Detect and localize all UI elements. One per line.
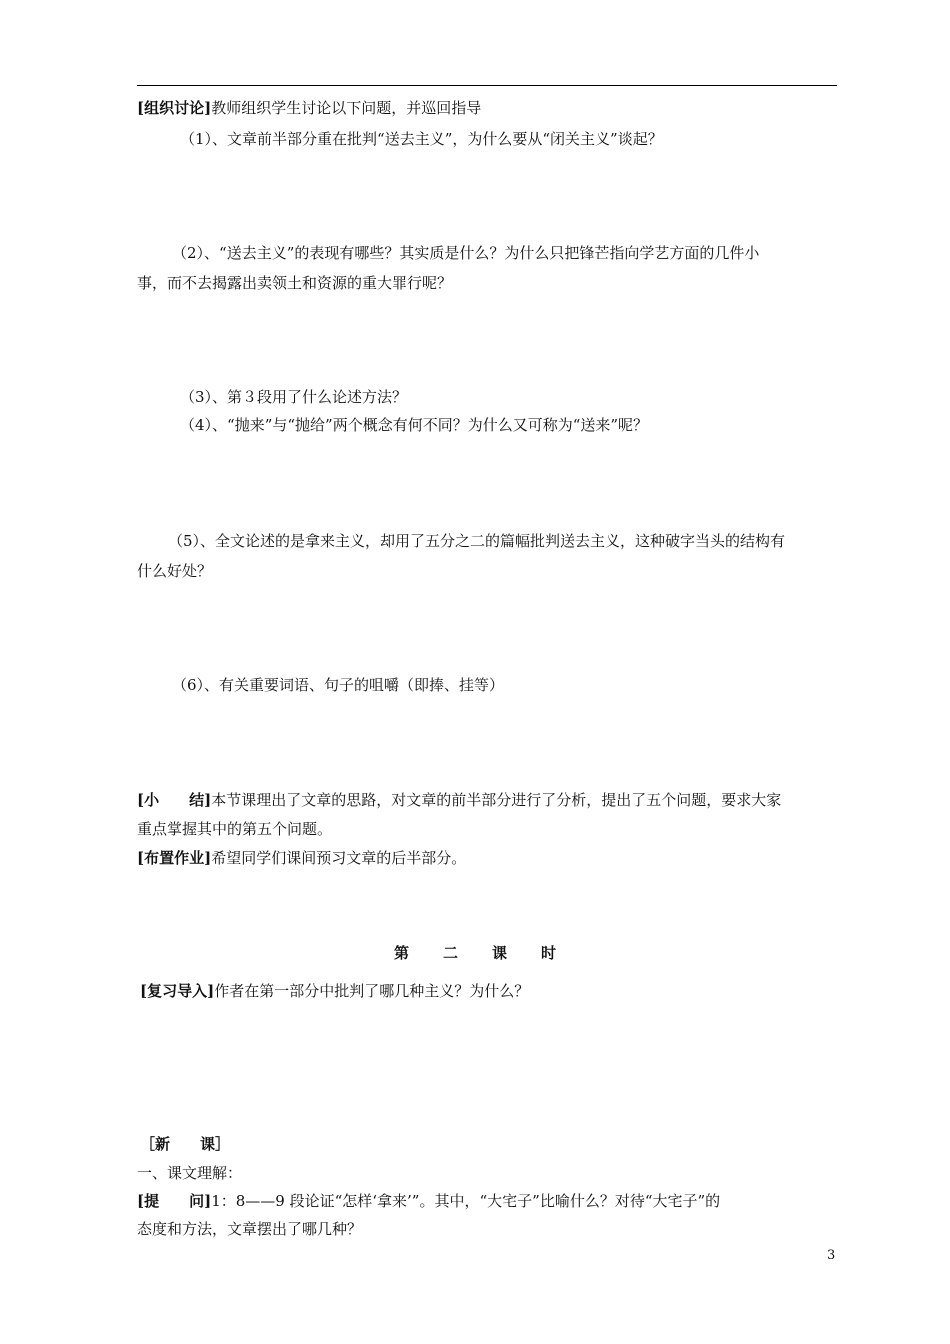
question-5-line-2: 什么好处？ xyxy=(137,562,213,580)
summary-line-2: 重点掌握其中的第五个问题。 xyxy=(137,820,333,838)
homework-text: 希望同学们课间预习文章的后半部分。 xyxy=(211,849,467,867)
ask-line-2: 态度和方法，文章摆出了哪几种？ xyxy=(137,1220,363,1238)
question-6: （6）、有关重要词语、句子的咀嚼（即捧、挂等） xyxy=(172,676,505,694)
summary-line-1 xyxy=(137,790,781,810)
discussion-line xyxy=(137,98,481,118)
question-4: （4）、“抛来”与“抛给”两个概念有何不同？为什么又可称为“送来”呢？ xyxy=(180,416,649,434)
question-1: （1）、文章前半部分重在批判“送去主义”，为什么要从“闭关主义”谈起？ xyxy=(180,130,663,148)
new-lesson-tag: ［新 课］ xyxy=(140,1135,231,1153)
lesson-item-1: 一、课文理解： xyxy=(137,1164,243,1182)
page-number: 3 xyxy=(827,1248,836,1263)
question-2-line-2: 事，而不去揭露出卖领土和资源的重大罪行呢？ xyxy=(137,274,453,292)
discussion-text: 教师组织学生讨论以下问题，并巡回指导 xyxy=(211,99,482,117)
homework-tag: [布置作业] xyxy=(137,849,212,867)
ask-tag: [提 问] xyxy=(137,1192,212,1210)
section-title: 第二课时 xyxy=(393,944,590,962)
homework-line xyxy=(137,848,466,868)
header-rule xyxy=(137,85,837,86)
summary-text: 本节课理出了文章的思路，对文章的前半部分进行了分析，提出了五个问题，要求大家 xyxy=(211,791,782,809)
ask-text: 1：8——9 段论证“怎样‘拿来’”。其中，“大宅子”比喻什么？对待“大宅子”的 xyxy=(211,1192,721,1210)
summary-tag: [小 结] xyxy=(137,791,212,809)
question-3: （3）、第３段用了什么论述方法？ xyxy=(180,388,408,406)
discussion-tag: [组织讨论] xyxy=(137,99,212,117)
review-line xyxy=(140,981,529,1001)
question-5-line-1: （5）、全文论述的是拿来主义，却用了五分之二的篇幅批判送去主义，这种破字当头的结构有 xyxy=(168,532,786,550)
question-2-line-1: （2）、“送去主义”的表现有哪些？其实质是什么？为什么只把锋芒指向学艺方面的几件小 xyxy=(172,244,760,262)
ask-line-1 xyxy=(137,1191,720,1211)
review-text: 作者在第一部分中批判了哪几种主义？为什么？ xyxy=(214,982,530,1000)
review-tag: [复习导入] xyxy=(140,982,215,1000)
